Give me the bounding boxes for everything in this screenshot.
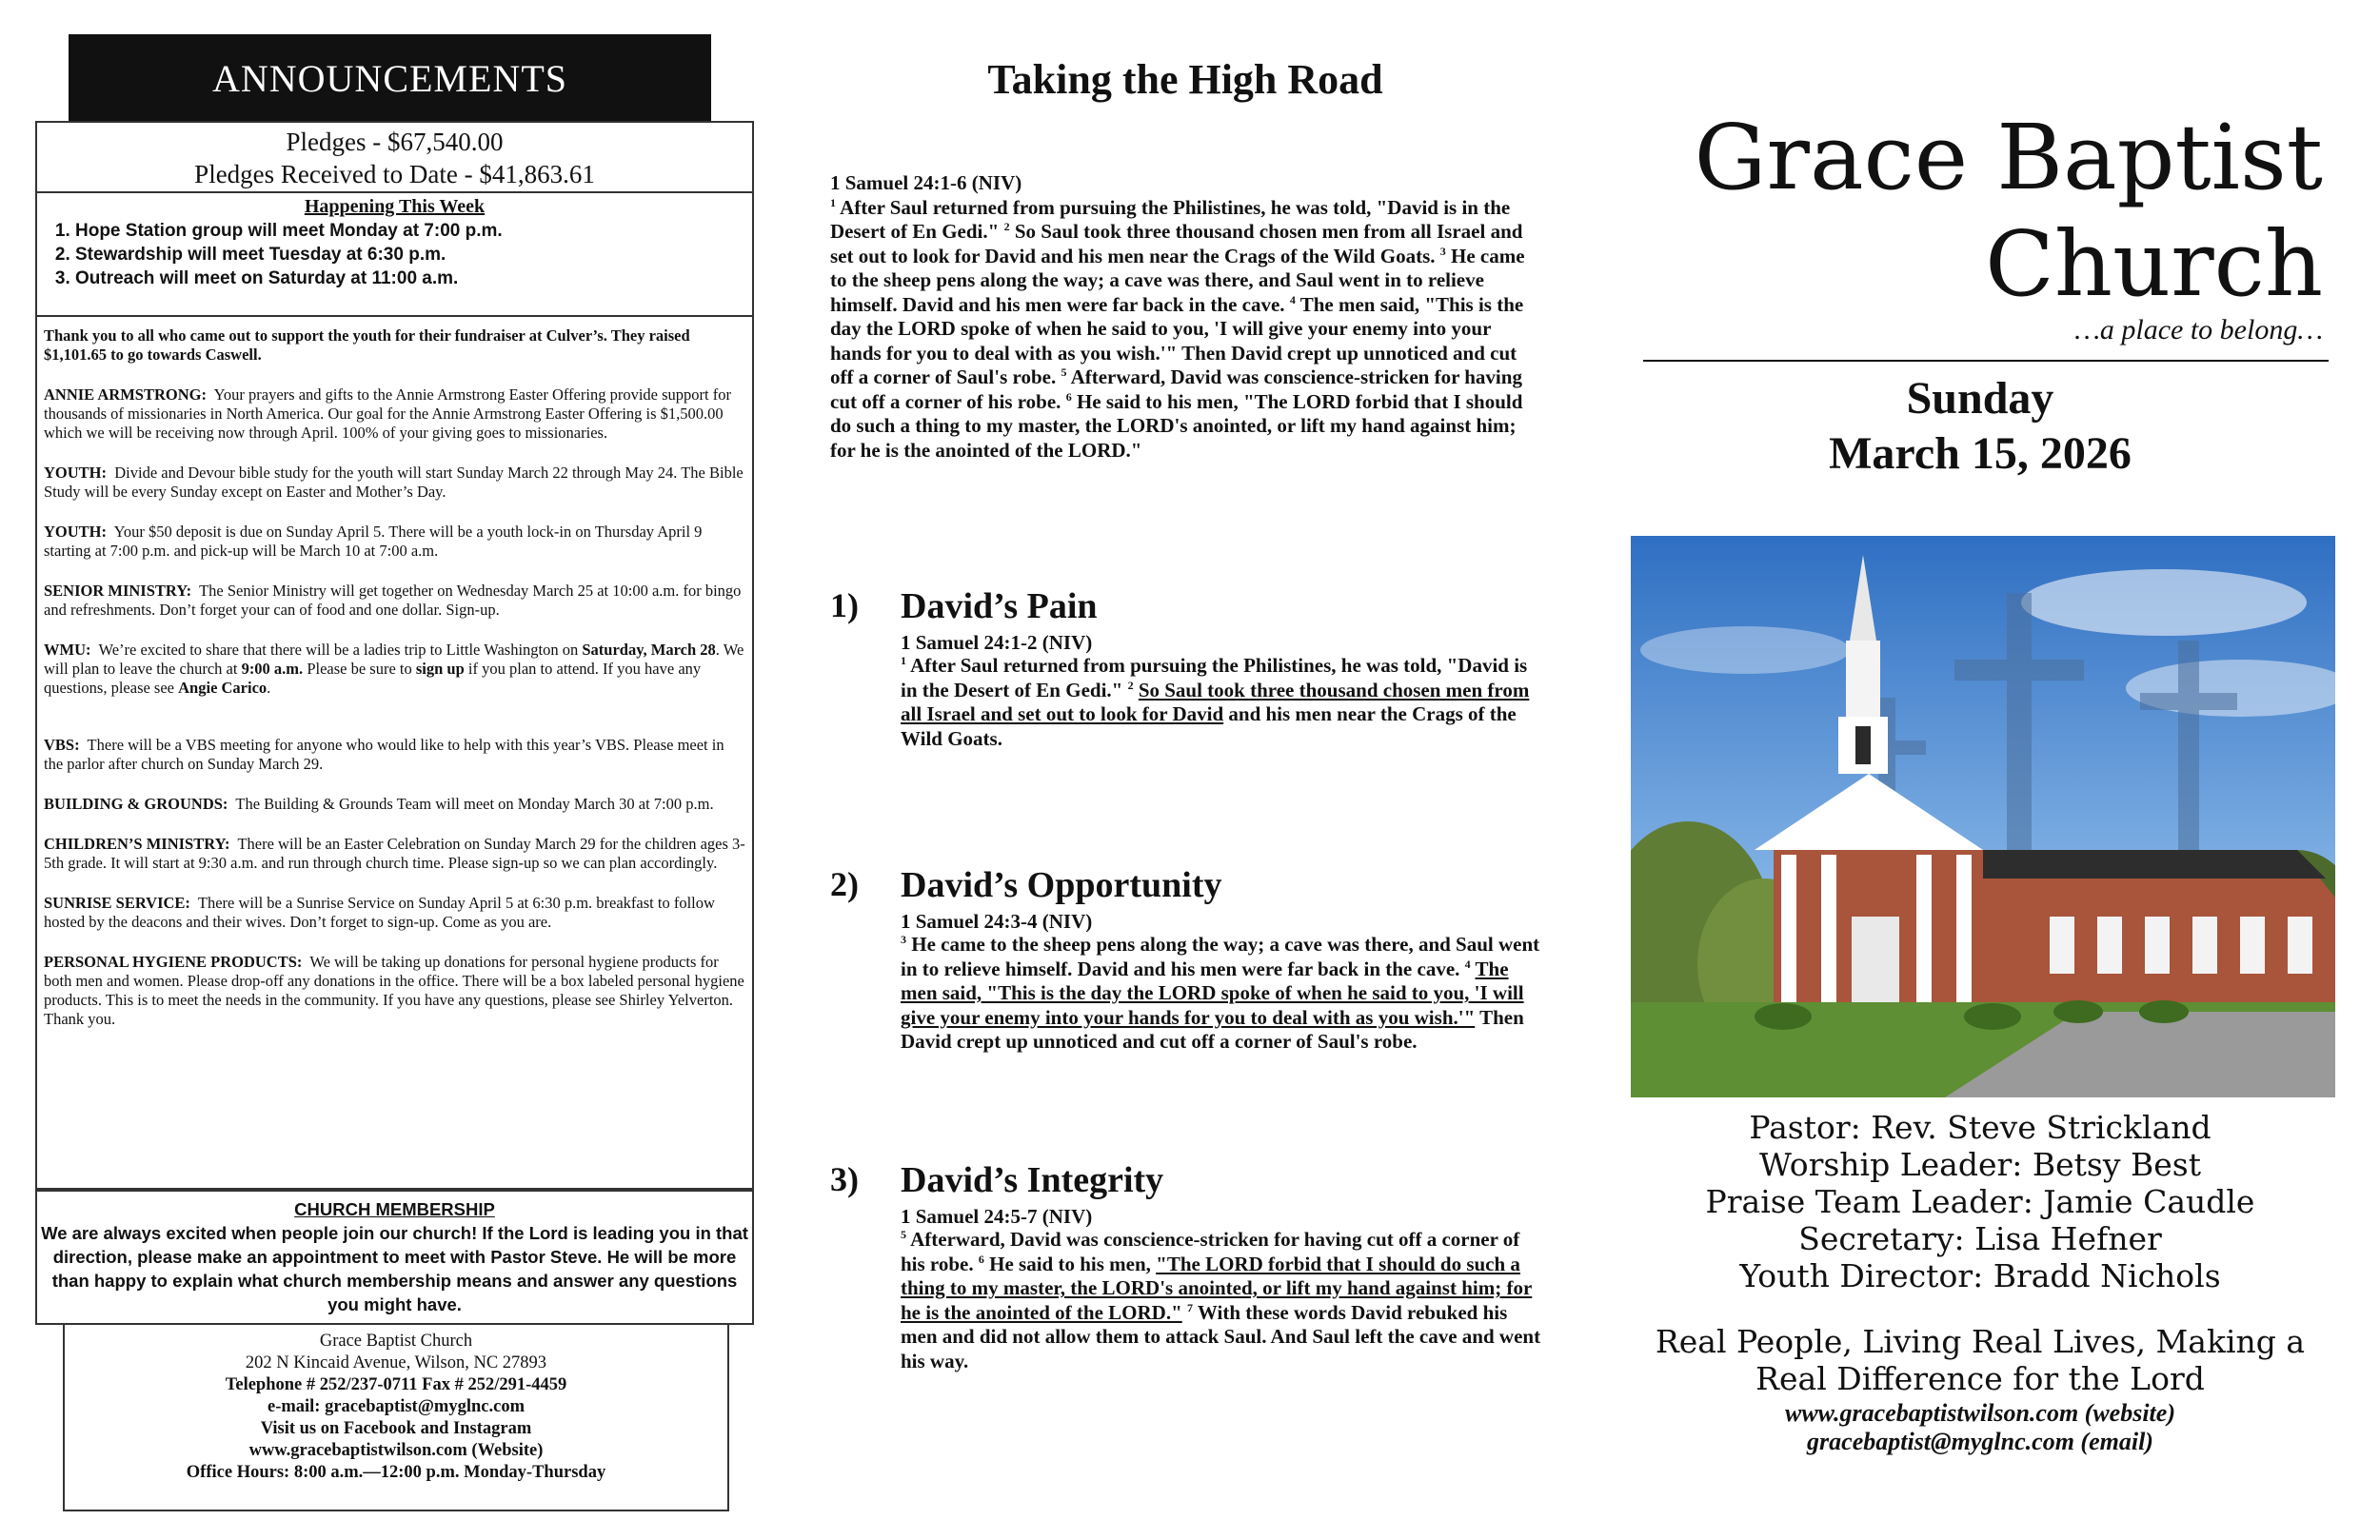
scripture-passage bbox=[830, 171, 1544, 463]
scripture-text: $^1$ After Saul returned from pursuing the Philistines, he was told, "David is in the Desert of En Gedi." $^2$ So Saul took three thousand chosen men from all Israel and set out to look for David and his men near the Crags of the Wild Goats. $^3$ He came to the sheep pens along the way; a cave was there, and Saul went in to relieve himself. David and his men were far back in the cave. $^4$ The men said, "This is the day the LORD spoke of when he said to you, 'I will give your enemy into your hands for you to deal with as you wish.'" Then David crept up unnoticed and cut off a corner of Saul's robe. $^5$ Afterward, David was conscience-stricken for having cut off a corner of his robe. $^6$ He said to his men, "The LORD forbid that I should do such a thing to my master, the LORD's anointed, or lift my hand against him; for he is the anointed of the LORD." bbox=[830, 195, 1525, 462]
cover-website-link[interactable]: www.gracebaptistwilson.com (website) bbox=[1785, 1399, 2175, 1427]
contact-info bbox=[63, 1325, 729, 1511]
announcements-header: ANNOUNCEMENTS bbox=[69, 34, 711, 122]
staff-worship-leader: Worship Leader: Betsy Best bbox=[1759, 1146, 2201, 1183]
membership-text: We are always excited when people join our church! If the Lord is leading you in that direction, please make an appointment to meet with Pastor Steve. He will be more than happy to explain what church membership means and answer any questions you might have. bbox=[41, 1223, 748, 1314]
cover-links bbox=[1618, 1399, 2342, 1456]
service-date bbox=[1618, 371, 2342, 482]
note-annie-armstrong: ANNIE ARMSTRONG: Your prayers and gifts to the Annie Armstrong Easter Offering provide support for thousands of missionaries in North America. Our goal for the Annie Armstrong Easter Offering is $1,500.00 which we will be receiving now through April. 100% of your giving goes to missionaries. bbox=[44, 385, 731, 442]
sermon-point-1 bbox=[830, 585, 1544, 776]
contact-website: www.gracebaptistwilson.com (Website) bbox=[248, 1441, 544, 1460]
contact-social: Visit us on Facebook and Instagram bbox=[260, 1419, 532, 1438]
scripture-reference: 1 Samuel 24:1-6 (NIV) bbox=[830, 171, 1022, 194]
note-senior-ministry: SENIOR MINISTRY: The Senior Ministry will get together on Wednesday March 25 at 10:00 a.m. for bingo and refreshments. Don’t forget your can of food and one dollar. Sign-up. bbox=[44, 582, 742, 619]
pledges-box bbox=[35, 121, 754, 193]
contact-address: 202 N Kincaid Avenue, Wilson, NC 27893 bbox=[245, 1353, 547, 1372]
note-hygiene-products: PERSONAL HYGIENE PRODUCTS: We will be taking up donations for personal hygiene products for both men and women. Please drop-off any donations in the office. There will be a box labeled personal hygiene products. This is to meet the needs in the community. If you have any questions, please see Shirley Yelverton. Thank you. bbox=[44, 953, 744, 1028]
pledges-total: Pledges - $67,540.00 bbox=[286, 128, 504, 156]
point-heading: David’s Pain bbox=[901, 586, 1098, 626]
happening-list bbox=[43, 219, 746, 290]
point-heading: David’s Integrity bbox=[901, 1160, 1164, 1200]
contact-email: e-mail: gracebaptist@myglnc.com bbox=[268, 1397, 525, 1416]
church-membership bbox=[35, 1190, 754, 1325]
list-item: 1. Hope Station group will meet Monday at 7:00 p.m. bbox=[75, 219, 746, 243]
note-sunrise-service: SUNRISE SERVICE: There will be a Sunrise Service on Sunday April 5 at 6:30 p.m. breakfast to follow hosted by the deacons and their wives. Don’t forget to sign-up. Come as you are. bbox=[44, 894, 715, 931]
note-wmu: WMU: We’re excited to share that there will be a ladies trip to Little Washington on Saturday, March 28. We will plan to leave the church at 9:00 a.m. Please be sure to sign up if you plan to attend. If you have any questions, please see Angie Carico. bbox=[44, 641, 744, 697]
contact-phone: Telephone # 252/237-0711 Fax # 252/291-4459 bbox=[225, 1375, 567, 1394]
point-number: 2) bbox=[830, 865, 859, 903]
service-date-text: March 15, 2026 bbox=[1829, 428, 2132, 479]
point-reference: 1 Samuel 24:1-2 (NIV) bbox=[901, 631, 1093, 654]
point-heading: David’s Opportunity bbox=[901, 865, 1222, 905]
staff-pastor: Pastor: Rev. Steve Strickland bbox=[1749, 1109, 2211, 1146]
list-item: 2. Stewardship will meet Tuesday at 6:30 p.m. bbox=[75, 243, 746, 267]
service-day: Sunday bbox=[1906, 373, 2054, 424]
point-text: $^1$ After Saul returned from pursuing the Philistines, he was told, "David is in the Desert of En Gedi." $^2$ So Saul took three thousand chosen men from all Israel and set out to look for David and his men near the Crags of the Wild Goats. bbox=[901, 654, 1530, 750]
point-text: $^5$ Afterward, David was conscience-stricken for having cut off a corner of his robe. $^6$ He said to his men, "The LORD forbid that I should do such a thing to my master, the LORD's anointed, or lift my hand against him; for he is the anointed of the LORD." $^7$ With these words David rebuked his men and did not allow them to attack Saul. And Saul left the cave and went his way. bbox=[901, 1228, 1541, 1372]
motto: Real People, Living Real Lives, Making a Real Difference for the Lord bbox=[1655, 1323, 2306, 1397]
church-illustration bbox=[1631, 536, 2335, 1097]
sermon-point-3 bbox=[830, 1159, 1544, 1407]
note-building-grounds: BUILDING & GROUNDS: The Building & Grounds Team will meet on Monday March 30 at 7:00 p.m. bbox=[44, 795, 714, 813]
note-childrens-ministry: CHILDREN’S MINISTRY: There will be an Easter Celebration on Sunday March 29 for the children ages 3-5th grade. It will start at 9:30 a.m. and run through church time. Please sign-up so we can plan accordingly. bbox=[44, 835, 745, 872]
point-number: 1) bbox=[830, 586, 859, 624]
list-item: 3. Outreach will meet on Saturday at 11:00 a.m. bbox=[75, 267, 746, 290]
point-number: 3) bbox=[830, 1160, 859, 1198]
sermon-point-2 bbox=[830, 864, 1544, 1093]
staff-secretary: Secretary: Lisa Hefner bbox=[1798, 1220, 2162, 1257]
note-vbs: VBS: There will be a VBS meeting for anyone who would like to help with this year’s VBS. Please meet in the parlor after church on Sunday March 29. bbox=[44, 736, 724, 773]
point-reference: 1 Samuel 24:5-7 (NIV) bbox=[901, 1205, 1093, 1228]
staff-praise-team-leader: Praise Team Leader: Jamie Caudle bbox=[1705, 1183, 2255, 1220]
staff-youth-director: Youth Director: Bradd Nichols bbox=[1739, 1257, 2221, 1294]
staff-list bbox=[1618, 1109, 2342, 1294]
tagline: …a place to belong… bbox=[2074, 314, 2323, 346]
church-photo bbox=[1631, 536, 2335, 1097]
cover-email-link[interactable]: gracebaptist@myglnc.com (email) bbox=[1807, 1428, 2153, 1455]
youth-fundraiser-thanks: Thank you to all who came out to support the youth for their fundraiser at Culver’s. They raised $1,101.65 to go towards Caswell. bbox=[44, 326, 690, 364]
sermon-title: Taking the High Road bbox=[987, 56, 1383, 103]
note-youth-lockin: YOUTH: Your $50 deposit is due on Sunday April 5. There will be a youth lock-in on Thursday April 9 starting at 7:00 p.m. and pick-up will be March 10 at 7:00 a.m. bbox=[44, 523, 703, 560]
church-name: Grace Baptist Church bbox=[1694, 106, 2323, 317]
contact-church-name: Grace Baptist Church bbox=[319, 1332, 473, 1351]
contact-hours: Office Hours: 8:00 a.m.—12:00 p.m. Monday-Thursday bbox=[186, 1463, 606, 1482]
happening-title: Happening This Week bbox=[304, 196, 486, 217]
divider bbox=[1643, 360, 2329, 362]
announcement-notes bbox=[35, 317, 754, 1190]
point-reference: 1 Samuel 24:3-4 (NIV) bbox=[901, 910, 1093, 933]
happening-this-week bbox=[35, 193, 754, 317]
note-youth-bible-study: YOUTH: Divide and Devour bible study for the youth will start Sunday March 22 through May 24. The Bible Study will be every Sunday except on Easter and Mother’s Day. bbox=[44, 464, 744, 501]
membership-title: CHURCH MEMBERSHIP bbox=[294, 1199, 495, 1219]
pledges-received: Pledges Received to Date - $41,863.61 bbox=[194, 160, 595, 188]
point-text: $^3$ He came to the sheep pens along the way; a cave was there, and Saul went in to relieve himself. David and his men were far back in the cave. $^4$ The men said, "This is the day the LORD spoke of when he said to you, 'I will give your enemy into your hands for you to deal with as you wish.'" Then David crept up unnoticed and cut off a corner of Saul's robe. bbox=[901, 933, 1540, 1053]
